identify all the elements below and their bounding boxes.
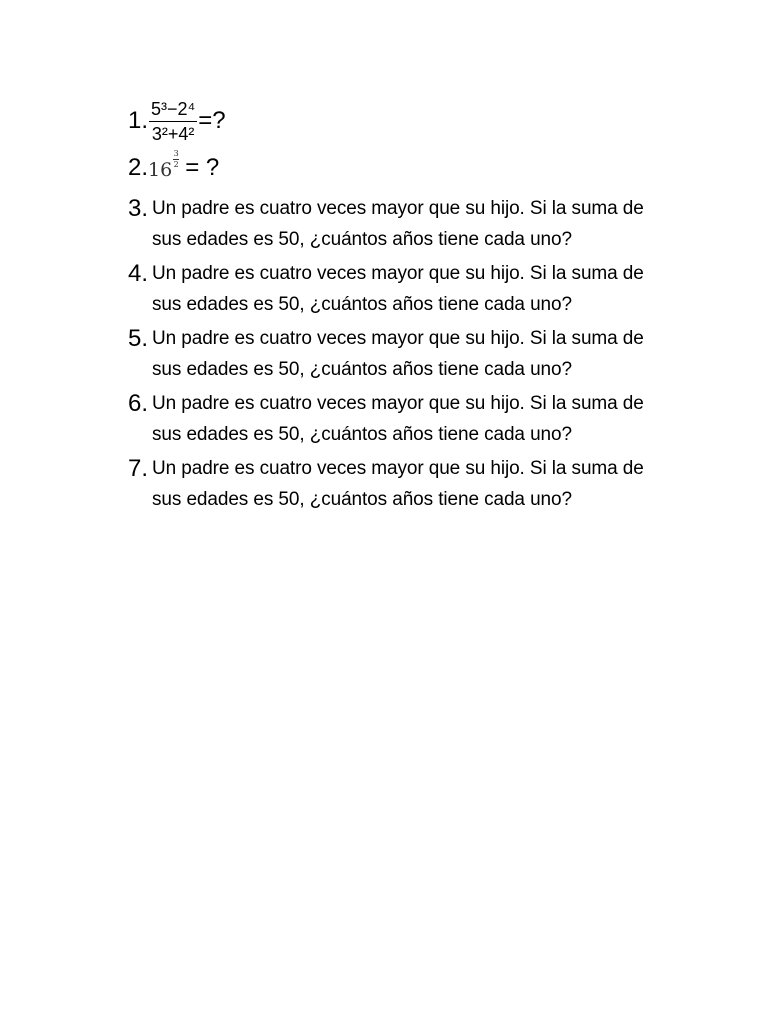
list-item	[128, 258, 688, 320]
problem-1-number: 1.	[128, 107, 149, 134]
problem-number: 3.	[128, 195, 149, 222]
problem-1-fraction	[149, 100, 197, 143]
problem-1-suffix: =?	[198, 107, 226, 134]
list-item	[128, 193, 688, 255]
list-item	[128, 453, 688, 515]
word-problems-list	[128, 193, 688, 518]
exponent-numerator: 3	[173, 148, 179, 158]
problem-text: Un padre es cuatro veces mayor que su hijo. Si la suma de sus edades es 50, ¿cuántos años tiene cada uno?	[152, 263, 644, 315]
problem-1	[128, 92, 226, 150]
problem-2-number: 2.	[128, 154, 149, 181]
problem-number: 7.	[128, 455, 149, 482]
problem-2-exponent	[173, 150, 179, 169]
problem-number: 5.	[128, 325, 149, 352]
problem-text: Un padre es cuatro veces mayor que su hijo. Si la suma de sus edades es 50, ¿cuántos años tiene cada uno?	[152, 393, 644, 445]
problem-2-suffix: = ?	[185, 154, 220, 181]
list-item	[128, 388, 688, 450]
problem-number: 4.	[128, 260, 149, 287]
fraction-numerator: 5³−2⁴	[151, 98, 196, 119]
problem-2	[128, 148, 220, 184]
fraction-denominator: 3²+4²	[151, 123, 195, 144]
problem-number: 6.	[128, 390, 149, 417]
problem-text: Un padre es cuatro veces mayor que su hijo. Si la suma de sus edades es 50, ¿cuántos años tiene cada uno?	[152, 198, 644, 250]
list-item	[128, 323, 688, 385]
problem-text: Un padre es cuatro veces mayor que su hijo. Si la suma de sus edades es 50, ¿cuántos años tiene cada uno?	[152, 458, 644, 510]
problem-2-base: 16	[148, 158, 173, 181]
problem-text: Un padre es cuatro veces mayor que su hijo. Si la suma de sus edades es 50, ¿cuántos años tiene cada uno?	[152, 328, 644, 380]
exponent-denominator: 2	[173, 159, 179, 169]
